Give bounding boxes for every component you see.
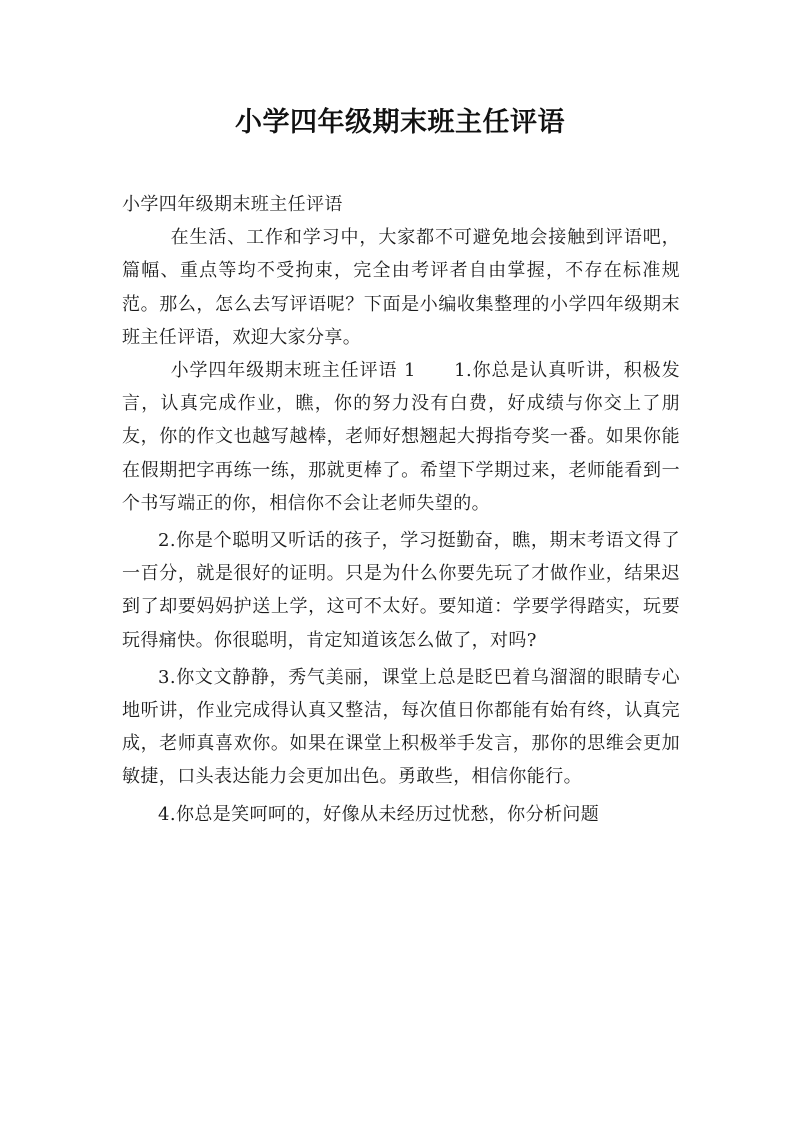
document-subtitle: 小学四年级期末班主任评语 (122, 194, 343, 215)
intro-paragraph: 在生活、工作和学习中，大家都不可避免地会接触到评语吧，篇幅、重点等均不受拘束，完全由考评者自由掌握，不存在标准规范。那么，怎么去写评语呢？下面是小编收集整理的小学四年级期末班主任评语，欢迎大家分享。 (122, 227, 680, 348)
document-title: 小学四年级期末班主任评语 (235, 107, 565, 138)
document-body (122, 188, 680, 831)
comment-paragraph-1: 小学四年级期末班主任评语 1 1.你总是认真听讲，积极发言，认真完成作业，瞧，你的努力没有白费，好成绩与你交上了朋友，你的作文也越写越棒，老师好想翘起大拇指夸奖一番。如果你能在假期把字再练一练，那就更棒了。希望下学期过来，老师能看到一个书写端正的你，相信你不会让老师失望的。 (122, 360, 680, 514)
comment-paragraph-3: 3.你文文静静，秀气美丽，课堂上总是眨巴着乌溜溜的眼睛专心地听讲，作业完成得认真又整洁，每次值日你都能有始有终，认真完成，老师真喜欢你。如果在课堂上积极举手发言，那你的思维会更加敏捷，口头表达能力会更加出色。勇敢些，相信你能行。 (122, 666, 680, 788)
comment-paragraph-4: 4.你总是笑呵呵的，好像从未经历过忧愁，你分析问题 (158, 803, 600, 825)
comment-paragraph-2: 2.你是个聪明又听话的孩子，学习挺勤奋，瞧，期末考语文得了一百分，就是很好的证明。只是为什么你要先玩了才做作业，结果迟到了却要妈妈护送上学，这可不太好。要知道：学要学得踏实，玩要玩得痛快。你很聪明，肯定知道该怎么做了，对吗? (122, 530, 680, 651)
